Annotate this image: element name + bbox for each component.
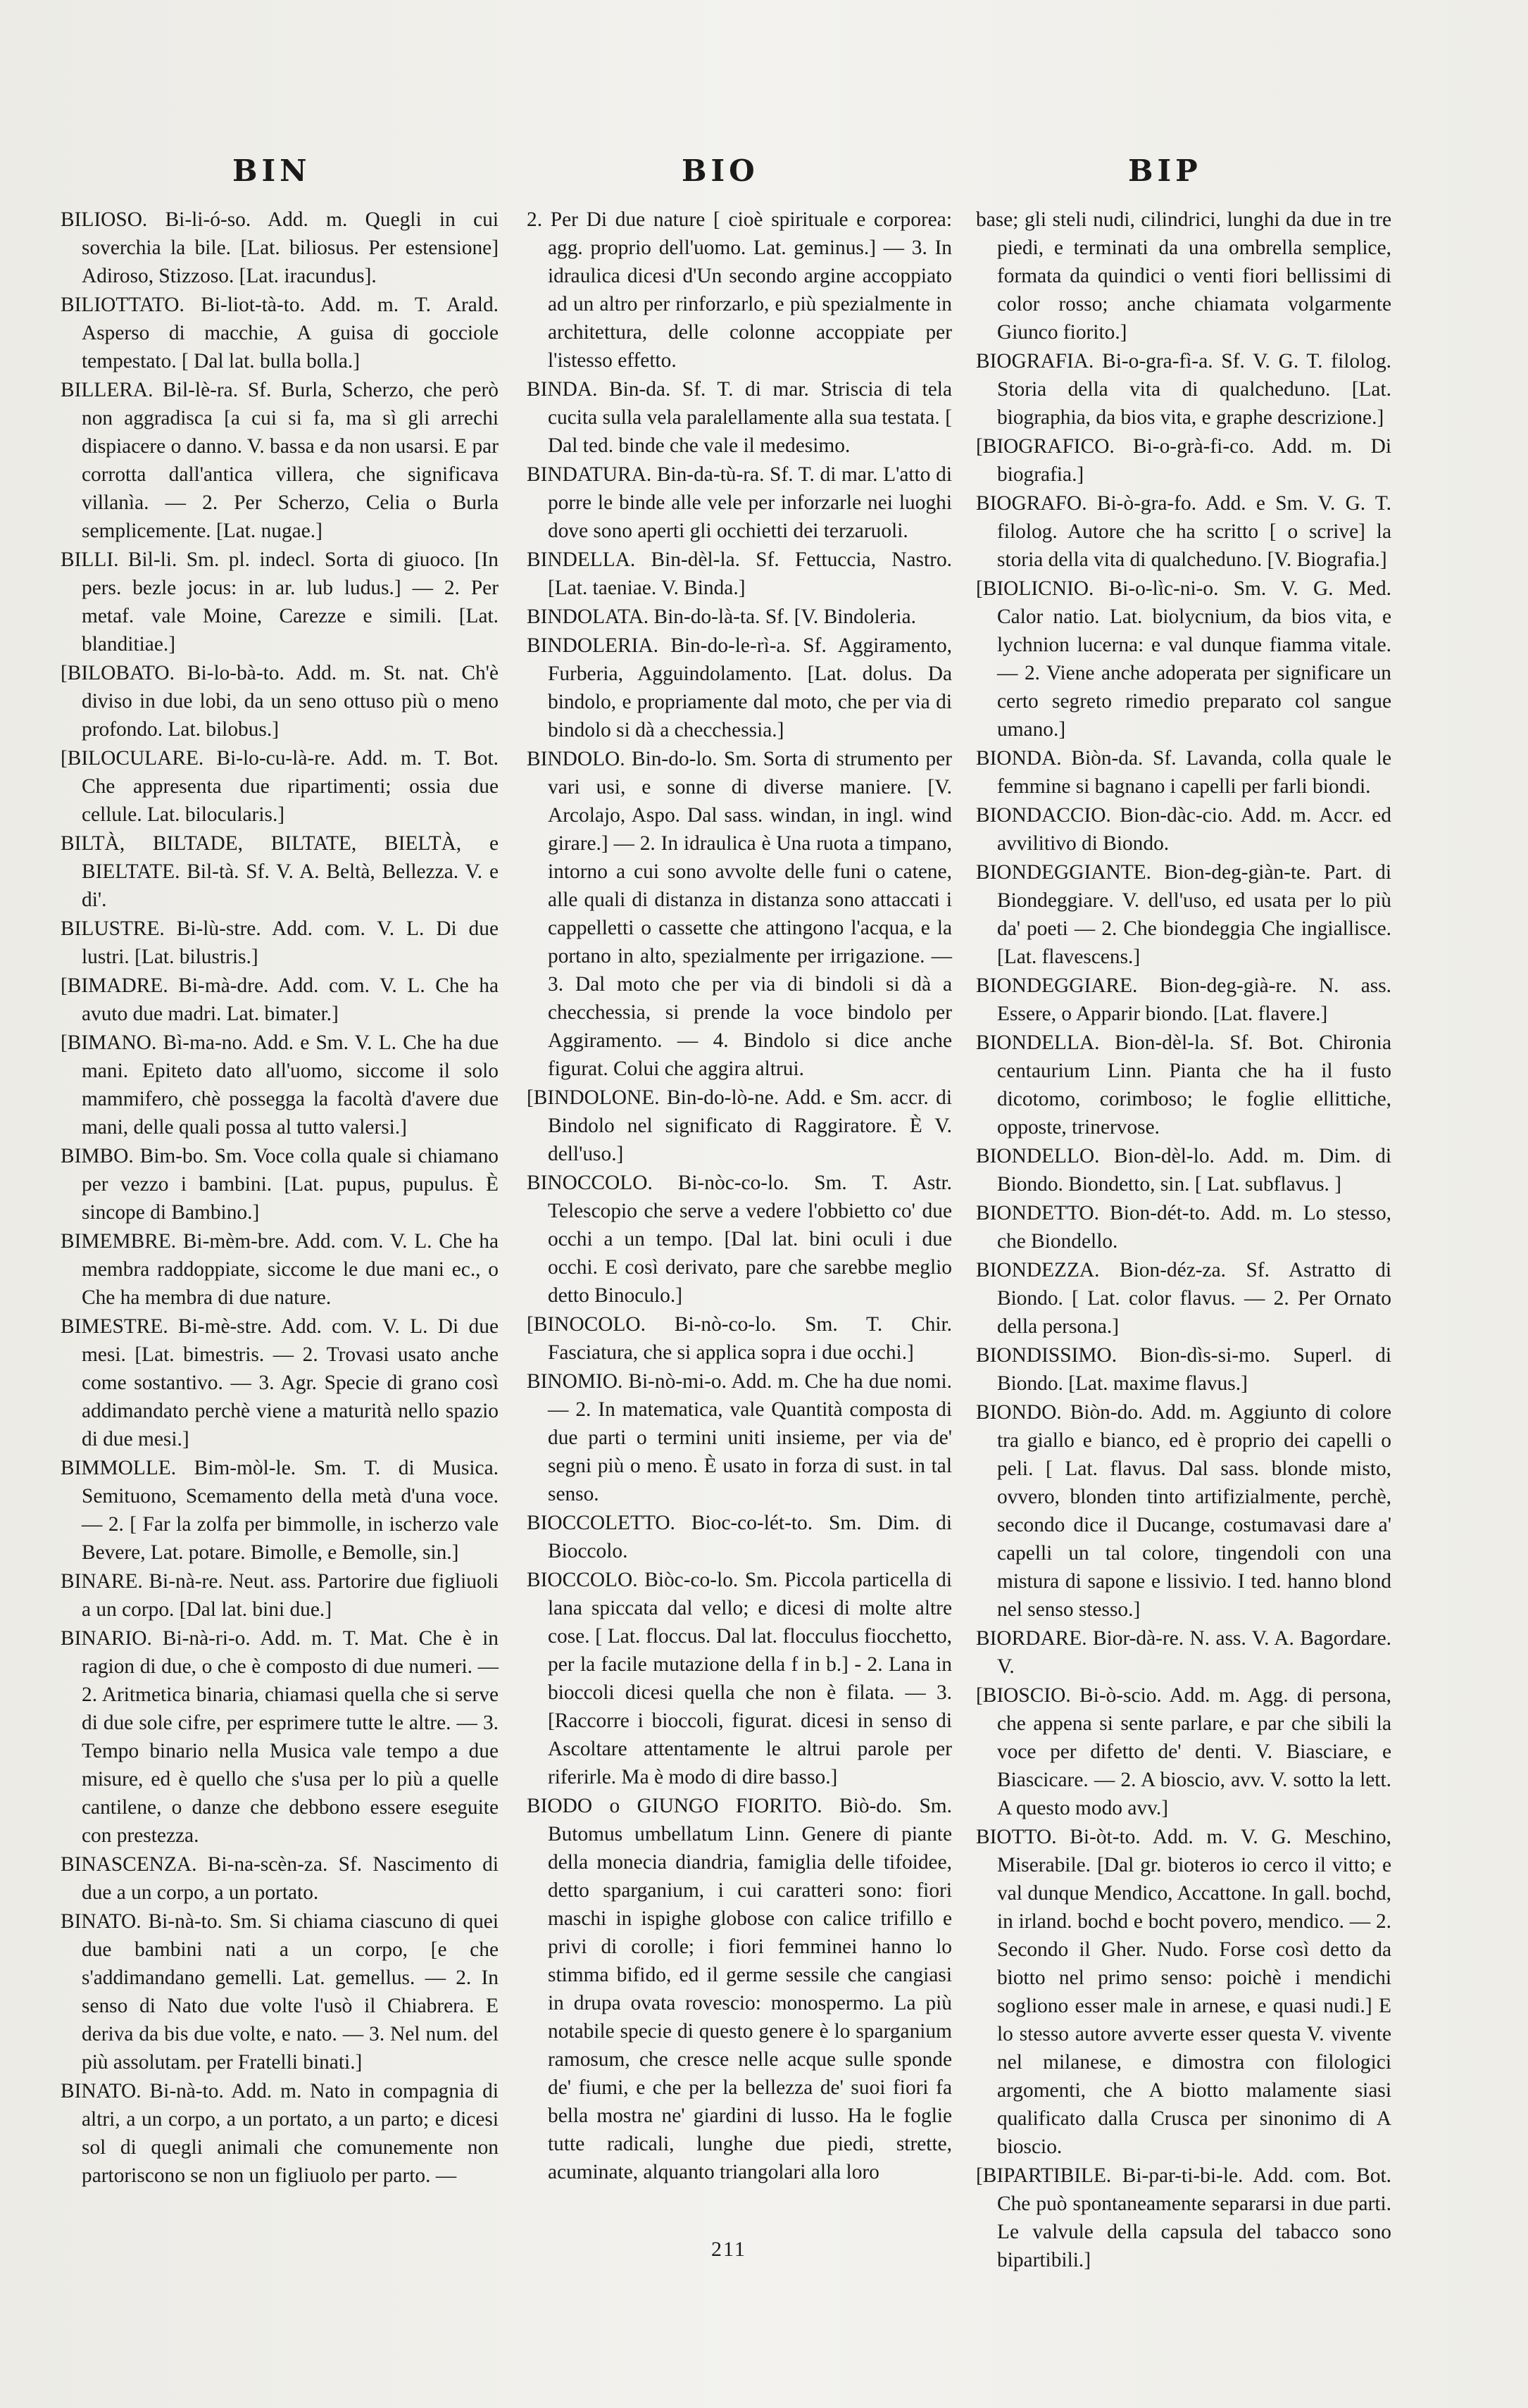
text-column-1 xyxy=(61,206,499,2191)
dictionary-entry: BINASCENZA. Bi-na-scèn-za. Sf. Nascimento di due a un corpo, a un portato. xyxy=(61,1853,499,1904)
dictionary-entry: BIONDELLA. Bion-dèl-la. Sf. Bot. Chironia centaurium Linn. Pianta che ha il fusto dicotomo, corimboso; le foglie ellittiche, opposte, trinervose. xyxy=(976,1031,1391,1139)
dictionary-entry: BIOCCOLO. Biòc-co-lo. Sm. Piccola particella di lana spiccata dal vello; e dicesi di molte altre cose. [ Lat. floccus. Dal lat. flocculus fiocchetto, per la facile mutazione della f in b.] - 2. Lana in bioccoli dicesi quella che non è filata. — 3. [Raccorre i bioccoli, figurat. dicesi in senso di Ascoltare attentamente le altrui parole per riferirle. Ma è modo di dire basso.] xyxy=(527,1569,952,1788)
dictionary-entry: [BIMADRE. Bi-mà-dre. Add. com. V. L. Che ha avuto due madri. Lat. bimater.] xyxy=(61,974,499,1025)
dictionary-entry: BIONDA. Biòn-da. Sf. Lavanda, colla quale le femmine si bagnano i capelli per farli biondi. xyxy=(976,747,1391,798)
dictionary-entry: BIORDARE. Bior-dà-re. N. ass. V. A. Bagordare. V. xyxy=(976,1627,1391,1678)
dictionary-entry: BIONDEGGIANTE. Bion-deg-giàn-te. Part. di Biondeggiare. V. dell'uso, ed usata per lo più da' poeti — 2. Che biondeggia Che ingiallisce. [Lat. flavescens.] xyxy=(976,861,1391,968)
dictionary-entry: BIOGRAFO. Bi-ò-gra-fo. Add. e Sm. V. G. T. filolog. Autore che ha scritto [ o scrive] la storia della vita di qualcheduno. [V. Biografia.] xyxy=(976,492,1391,571)
dictionary-entry: [BIMANO. Bì-ma-no. Add. e Sm. V. L. Che ha due mani. Epiteto dato all'uomo, siccome il solo mammifero, chè possegga la facoltà d'avere due mani, delle quali possa al tutto valersi.] xyxy=(61,1031,499,1139)
dictionary-entry: BIODO o GIUNGO FIORITO. Biò-do. Sm. Butomus umbellatum Linn. Genere di piante della monecia diandria, famiglia delle tifoidee, detto sparganium, i cui caratteri sono: fiori maschi in ispighe globose con calice trifillo e privi di corolle; i fiori femminei hanno lo stimma bifido, ed il germe sessile che cangiasi in drupa ovata rovescio: monospermo. La più notabile specie di questo genere è lo sparganium ramosum, che cresce nelle acque sulle sponde de' fiumi, e che per la bellezza de' suoi fiori fa bella mostra ne' giardini di lusso. Ha le foglie tutte radicali, lunghe due piedi, strette, acuminate, alquanto triangolari alla loro xyxy=(527,1795,952,2183)
dictionary-entry: BINOMIO. Bi-nò-mi-o. Add. m. Che ha due nomi. — 2. In matematica, vale Quantità composta di due parti o termini uniti insieme, per via de' segni più o meno. È usato in forza di sust. in tal senso. xyxy=(527,1370,952,1505)
dictionary-entry: BINDATURA. Bin-da-tù-ra. Sf. T. di mar. L'atto di porre le binde alle vele per inforzarle nei luoghi dove sono aperti gli occhietti dei terzaruoli. xyxy=(527,463,952,542)
dictionary-entry: BILUSTRE. Bi-lù-stre. Add. com. V. L. Di due lustri. [Lat. bilustris.] xyxy=(61,917,499,968)
dictionary-entry: BIONDETTO. Bion-dét-to. Add. m. Lo stesso, che Biondello. xyxy=(976,1202,1391,1253)
dictionary-entry: [BIPARTIBILE. Bi-par-ti-bi-le. Add. com. Bot. Che può spontaneamente separarsi in due parti. Le valvule della capsula del tabacco sono bipartibili.] xyxy=(976,2164,1391,2271)
dictionary-entry: BILLI. Bil-li. Sm. pl. indecl. Sorta di giuoco. [In pers. bezle jocus: in ar. lub ludus.] — 2. Per metaf. vale Moine, Carezze e simili. [Lat. blanditiae.] xyxy=(61,548,499,656)
dictionary-entry: BINDOLO. Bin-do-lo. Sm. Sorta di strumento per vari usi, e sonne di diverse maniere. [V. Arcolajo, Aspo. Dal sass. windan, in ingl. wind girare.] — 2. In idraulica è Una ruota a timpano, intorno a cui sono avvolte delle funi o catene, alle quali di distanza in distanza sono attaccati i cappelletti o cassette che attingono l'acqua, e la portano in alto, spezialmente per irrigazione. — 3. Dal moto che per via di bindoli si dà a checchessia, si prende la voce bindolo per Aggiramento. — 4. Bindolo si dice anche figurat. Colui che aggira altrui. xyxy=(527,748,952,1080)
dictionary-entry: [BIOSCIO. Bi-ò-scio. Add. m. Agg. di persona, che appena si sente parlare, e par che sibili la voce per difetto de' denti. V. Biasciare, e Biascicare. — 2. A bioscio, avv. V. sotto la lett. A questo modo avv.] xyxy=(976,1684,1391,1819)
dictionary-entry: [BILOBATO. Bi-lo-bà-to. Add. m. St. nat. Ch'è diviso in due lobi, da un seno ottuso più o meno profondo. Lat. bilobus.] xyxy=(61,662,499,741)
dictionary-entry: BIMMOLLE. Bim-mòl-le. Sm. T. di Musica. Semituono, Scemamento della metà d'una voce. — 2. [ Far la zolfa per bimmolle, in ischerzo vale Bevere, Lat. potare. Bimolle, e Bemolle, sin.] xyxy=(61,1457,499,1564)
dictionary-entry: BINATO. Bi-nà-to. Sm. Si chiama ciascuno di quei due bambini nati a un corpo, [e che s'addimandano gemelli. Lat. gemellus. — 2. In senso di Nato due volte l'usò il Chiabrera. E deriva da bis due volte, e nato. — 3. Nel num. del più assolutam. per Fratelli binati.] xyxy=(61,1910,499,2074)
dictionary-entry: [BILOCULARE. Bi-lo-cu-là-re. Add. m. T. Bot. Che appresenta due ripartimenti; ossia due cellule. Lat. bilocularis.] xyxy=(61,747,499,826)
dictionary-entry: BIOCCOLETTO. Bioc-co-lét-to. Sm. Dim. di Bioccolo. xyxy=(527,1512,952,1562)
dictionary-entry: BINARIO. Bi-nà-ri-o. Add. m. T. Mat. Che è in ragion di due, o che è composto di due numeri. — 2. Aritmetica binaria, chiamasi quella che si serve di due sole cifre, per esprimere tutte le altre. — 3. Tempo binario nella Musica vale tempo a due misure, ed è quello che s'usa per lo più a quelle cantilene, o danze che debbono essere eseguite con prestezza. xyxy=(61,1627,499,1847)
page-number: 211 xyxy=(711,2238,746,2261)
dictionary-entry: BIMESTRE. Bi-mè-stre. Add. com. V. L. Di due mesi. [Lat. bimestris. — 2. Trovasi usato anche come sostantivo. — 3. Agr. Specie di grano così addimandato perchè viene a maturità nello spazio di due mesi.] xyxy=(61,1315,499,1450)
dictionary-entry: BIONDISSIMO. Bion-dìs-si-mo. Superl. di Biondo. [Lat. maxime flavus.] xyxy=(976,1344,1391,1395)
dictionary-entry: BIMEMBRE. Bi-mèm-bre. Add. com. V. L. Che ha membra raddoppiate, siccome le due mani ec., o Che ha membra di due nature. xyxy=(61,1230,499,1309)
running-header-right: BIP xyxy=(1128,153,1202,188)
running-header-center: BIO xyxy=(682,153,759,188)
dictionary-entry: [BINOCOLO. Bi-nò-co-lo. Sm. T. Chir. Fasciatura, che si applica sopra i due occhi.] xyxy=(527,1313,952,1364)
dictionary-entry: BILIOSO. Bi-li-ó-so. Add. m. Quegli in cui soverchia la bile. [Lat. biliosus. Per estensione] Adiroso, Stizzoso. [Lat. iracundus]. xyxy=(61,208,499,287)
dictionary-entry: [BIOGRAFICO. Bi-o-grà-fi-co. Add. m. Di biografia.] xyxy=(976,435,1391,486)
dictionary-entry: BIOTTO. Bi-òt-to. Add. m. V. G. Meschino, Miserabile. [Dal gr. bioteros io cerco il vitto; e val dunque Mendico, Accattone. In gall. bochd, in irland. bochd e bocht povero, mendico. — 2. Secondo il Gher. Nudo. Forse così detto da biotto nel primo senso: poichè i mendichi sogliono esser male in arnese, e quasi nudi.] E lo stesso autore avverte esser questa V. vivente nel milanese, e dimostra con filologici argomenti, che A biotto malamente siasi qualificato dalla Crusca per sinonimo di A bioscio. xyxy=(976,1826,1391,2158)
dictionary-entry: [BIOLICNIO. Bi-o-lìc-ni-o. Sm. V. G. Med. Calor natio. Lat. biolycnium, da bios vita, e lychnion lucerna: e val dunque fiamma vitale. — 2. Viene anche adoperata per significare un certo segreto rimedio preparato col sangue umano.] xyxy=(976,577,1391,741)
dictionary-entry: BIOGRAFIA. Bi-o-gra-fì-a. Sf. V. G. T. filolog. Storia della vita di qualcheduno. [Lat. biographia, da bios vita, e graphe descrizione.] xyxy=(976,350,1391,429)
dictionary-entry: BINOCCOLO. Bi-nòc-co-lo. Sm. T. Astr. Telescopio che serve a vedere l'obbietto co' due occhi a un tempo. [Dal lat. bini oculi i due occhi. E così derivato, pare che sarebbe meglio detto Binoculo.] xyxy=(527,1172,952,1307)
dictionary-entry: BIONDELLO. Bion-dèl-lo. Add. m. Dim. di Biondo. Biondetto, sin. [ Lat. subflavus. ] xyxy=(976,1145,1391,1196)
text-column-3 xyxy=(976,206,1391,2271)
dictionary-entry: BINATO. Bi-nà-to. Add. m. Nato in compagnia di altri, a un corpo, a un portato, a un parto; e dicesi sol di quegli animali che comunemente non partoriscono se non un figliuolo per parto. — xyxy=(61,2080,499,2187)
dictionary-entry: BINDA. Bin-da. Sf. T. di mar. Striscia di tela cucita sulla vela paralellamente alla sua testata. [ Dal ted. binde che vale il medesimo. xyxy=(527,378,952,457)
dictionary-entry: BINDELLA. Bin-dèl-la. Sf. Fettuccia, Nastro. [Lat. taeniae. V. Binda.] xyxy=(527,548,952,599)
dictionary-entry: base; gli steli nudi, cilindrici, lunghi da due in tre piedi, e terminati da una ombrella semplice, formata da quindici o venti fiori bellissimi di color rosso; anche chiamata volgarmente Giunco fiorito.] xyxy=(976,208,1391,344)
dictionary-entry: BIONDO. Biòn-do. Add. m. Aggiunto di colore tra giallo e bianco, ed è proprio dei capelli o peli. [ Lat. flavus. Dal sass. blonde misto, ovvero, blonden tinto artifizialmente, perchè, secondo dice il Ducange, costumavasi dare a' capelli un tal colore, tingendoli con una mistura di sapone e lissivio. I ted. hanno blond nel senso stesso.] xyxy=(976,1401,1391,1621)
dictionary-entry: BIONDEZZA. Bion-déz-za. Sf. Astratto di Biondo. [ Lat. color flavus. — 2. Per Ornato della persona.] xyxy=(976,1259,1391,1338)
dictionary-entry: [BINDOLONE. Bin-do-lò-ne. Add. e Sm. accr. di Bindolo nel significato di Raggiratore. È V. dell'uso.] xyxy=(527,1086,952,1165)
text-column-2 xyxy=(527,206,952,2233)
dictionary-entry: BIMBO. Bim-bo. Sm. Voce colla quale si chiamano per vezzo i bambini. [Lat. pupus, pupulus. È sincope di Bambino.] xyxy=(61,1145,499,1224)
dictionary-entry: BILLERA. Bil-lè-ra. Sf. Burla, Scherzo, che però non aggradisca [a cui si fa, ma sì gli arrechi dispiacere o danno. V. bassa e da non usarsi. E par corrotta dall'antica villera, che significava villanìa. — 2. Per Scherzo, Celia o Burla semplicemente. [Lat. nugae.] xyxy=(61,379,499,542)
dictionary-entry: 2. Per Di due nature [ cioè spirituale e corporea: agg. proprio dell'uomo. Lat. geminus.] — 3. In idraulica dicesi d'Un secondo argine accoppiato ad un altro per rinforzarlo, e più spezialmente in architettura, delle colonne accoppiate per l'istesso effetto. xyxy=(527,208,952,372)
dictionary-entry: BINDOLATA. Bin-do-là-ta. Sf. [V. Bindoleria. xyxy=(527,606,916,628)
dictionary-entry: BILTÀ, BILTADE, BILTATE, BIELTÀ, e BIELTATE. Bil-tà. Sf. V. A. Beltà, Bellezza. V. e di'. xyxy=(61,832,499,911)
dictionary-entry: BINARE. Bi-nà-re. Neut. ass. Partorire due figliuoli a un corpo. [Dal lat. bini due.] xyxy=(61,1570,499,1621)
dictionary-entry: BIONDACCIO. Bion-dàc-cio. Add. m. Accr. ed avvilitivo di Biondo. xyxy=(976,804,1391,855)
dictionary-entry: BILIOTTATO. Bi-liot-tà-to. Add. m. T. Arald. Asperso di macchie, A guisa di gocciole tempestato. [ Dal lat. bulla bolla.] xyxy=(61,294,499,372)
dictionary-entry: BIONDEGGIARE. Bion-deg-già-re. N. ass. Essere, o Apparir biondo. [Lat. flavere.] xyxy=(976,974,1391,1025)
dictionary-entry: BINDOLERIA. Bin-do-le-rì-a. Sf. Aggiramento, Furberia, Agguindolamento. [Lat. dolus. Da bindolo, e propriamente dal moto, che per via di bindolo si dà a checchessia.] xyxy=(527,634,952,741)
running-header-left: BIN xyxy=(232,153,311,188)
